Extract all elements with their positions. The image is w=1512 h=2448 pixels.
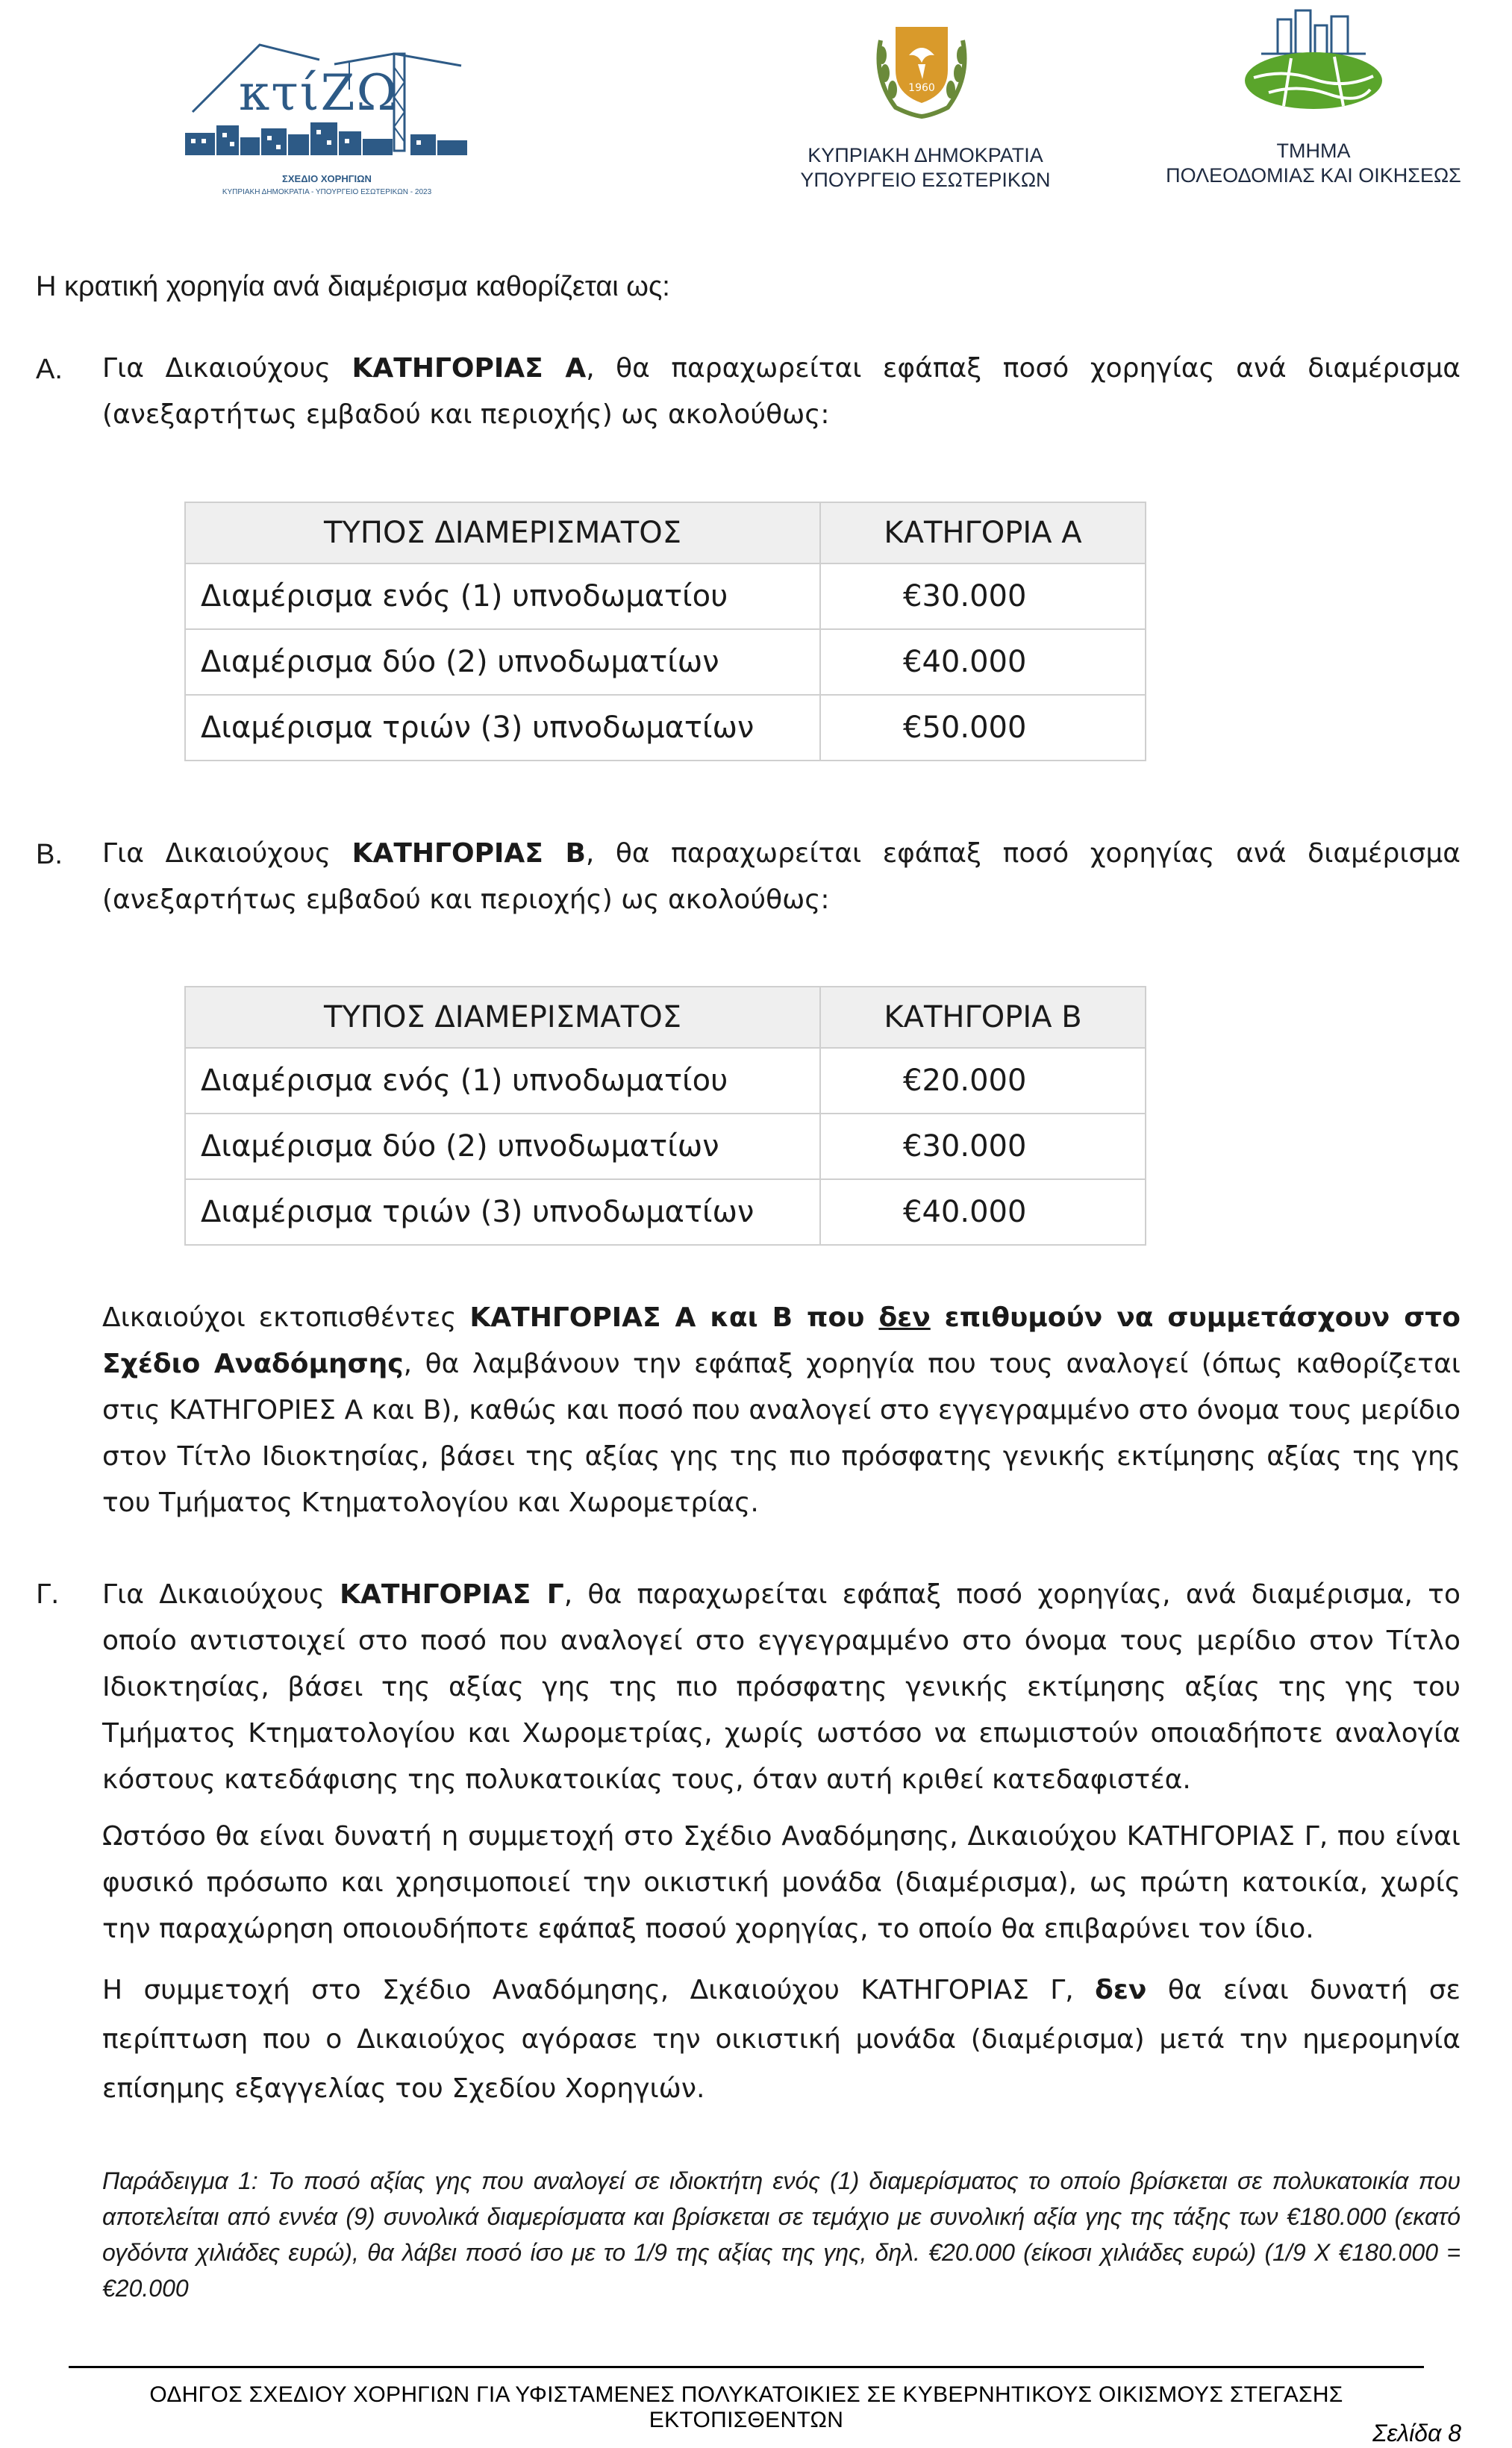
table-header-category: ΚΑΤΗΓΟΡΙΑ Β	[820, 987, 1146, 1048]
gov-name-block	[754, 143, 1097, 193]
table-cell-amount: €40.000	[820, 1179, 1146, 1245]
table-cell-amount: €30.000	[820, 1114, 1146, 1179]
ktizo-subtitle: ΣΧΕΔΙΟ ΧΟΡΗΓΙΩΝ	[282, 173, 372, 184]
emblem-year: 1960	[908, 82, 935, 94]
table-header-type: ΤΥΠΟΣ ΔΙΑΜΕΡΙΣΜΑΤΟΣ	[185, 987, 820, 1048]
dept-name-block	[1134, 139, 1493, 188]
planning-dept-logo-icon	[1239, 6, 1388, 118]
section-a-post: , θα παραχωρείται εφάπαξ ποσό χορηγίας ανά διαμέρισμα (ανεξαρτήτως εμβαδού και περιοχής) ως ακολούθως:	[102, 353, 1461, 430]
displaced-rest: , θα λαμβάνουν την εφάπαξ χορηγία που τους αναλογεί (όπως καθορίζεται στις ΚΑΤΗΓΟΡΙΕΣ Α και Β), καθώς και ποσό που αναλογεί στο εγγεγραμμένο στο όνομα τους μερίδιο στον Τίτλο Ιδιοκτησίας, βάσει της αξίας γης της πιο πρόσφατης γενικής εκτίμησης αξίας της γης του Τμήματος Κτηματολογίου και Χωρομετρίας.	[102, 1349, 1461, 1518]
table-cell-amount: €30.000	[820, 563, 1146, 629]
section-a-pre: Για Δικαιούχους	[102, 353, 352, 384]
ktizo-ministry-line: ΚΥΠΡΙΑΚΗ ΔΗΜΟΚΡΑΤΙΑ - ΥΠΟΥΡΓΕΙΟ ΕΣΩΤΕΡΙΚΩΝ - 2023	[222, 188, 432, 196]
section-a-category: ΚΑΤΗΓΟΡΙΑΣ Α	[352, 353, 587, 384]
displaced-bold-1: ΚΑΤΗΓΟΡΙΑΣ Α και Β που	[469, 1302, 879, 1333]
section-a-text	[102, 346, 1461, 438]
table-header-row	[185, 502, 1146, 563]
table-row	[185, 695, 1146, 761]
page-number: Σελίδα 8	[1372, 2420, 1461, 2447]
section-c-p3-post: θα είναι δυνατή σε περίπτωση που ο Δικαιούχος αγόρασε την οικιστική μονάδα (διαμέρισμα) μετά την ημερομηνία επίσημης εξαγγελίας του Σχεδίου Χορηγιών.	[102, 1975, 1461, 2104]
section-b-text	[102, 831, 1461, 923]
cyprus-coat-of-arms-icon	[866, 10, 978, 122]
section-c-text	[102, 1572, 1461, 1803]
table-category-a	[184, 502, 1146, 761]
section-c-letter: Γ.	[36, 1579, 60, 1610]
table-row	[185, 1179, 1146, 1245]
section-b-letter: Β.	[36, 839, 63, 870]
displaced-underline-not: δεν	[878, 1302, 931, 1333]
table-row	[185, 1048, 1146, 1114]
table-cell-amount: €40.000	[820, 629, 1146, 695]
ktizo-logo	[170, 0, 484, 202]
example-note: Παράδειγμα 1: Το ποσό αξίας γης που αναλογεί σε ιδιοκτήτη ενός (1) διαμερίσματος το οποίο βρίσκεται σε πολυκατοικία που αποτελείται από εννέα (9) συνολικά διαμερίσματα και βρίσκεται σε τεμάχιο με συνολική αξία γης της τάξης των €180.000 (εκατό ογδόντα χιλιάδες ευρώ), θα λάβει ποσό ίσο με το 1/9 της αξίας της γης, δηλ. €20.000 (είκοσι χιλιάδες ευρώ) (1/9 Χ €180.000 = €20.000	[102, 2167, 1461, 2302]
section-b-pre: Για Δικαιούχους	[102, 838, 352, 869]
table-cell-type: Διαμέρισμα ενός (1) υπνοδωματίου	[185, 563, 820, 629]
section-c-p3-not: δεν	[1095, 1975, 1147, 2005]
table-header-category: ΚΑΤΗΓΟΡΙΑ Α	[820, 502, 1146, 563]
gov-name-line1: ΚΥΠΡΙΑΚΗ ΔΗΜΟΚΡΑΤΙΑ	[807, 144, 1043, 166]
gov-name-line2: ΥΠΟΥΡΓΕΙΟ ΕΣΩΤΕΡΙΚΩΝ	[800, 169, 1051, 191]
table-row	[185, 629, 1146, 695]
ktizo-wordmark: κτίΖΩ	[239, 64, 399, 122]
footer-divider	[69, 2366, 1424, 2368]
footer-title: ΟΔΗΓΟΣ ΣΧΕΔΙΟΥ ΧΟΡΗΓΙΩΝ ΓΙΑ ΥΦΙΣΤΑΜΕΝΕΣ ΠΟΛΥΚΑΤΟΙΚΙΕΣ ΣΕ ΚΥΒΕΡΝΗΤΙΚΟΥΣ ΟΙΚΙΣΜΟΥΣ ΣΤΕΓΑΣΗΣ ΕΚΤΟΠΙΣΘΕΝΤΩΝ	[149, 2382, 1343, 2432]
table-row	[185, 1114, 1146, 1179]
section-c-pre: Για Δικαιούχους	[102, 1579, 340, 1610]
section-c-paragraph-3	[102, 1966, 1461, 2114]
cyprus-emblem	[866, 10, 978, 122]
intro-text: Η κρατική χορηγία ανά διαμέρισμα καθορίζεται ως:	[36, 271, 670, 302]
table-cell-type: Διαμέρισμα τριών (3) υπνοδωματίων	[185, 695, 820, 761]
section-a-letter: Α.	[36, 354, 63, 385]
displaced-paragraph	[102, 1295, 1461, 1526]
table-row	[185, 563, 1146, 629]
table-header-type: ΤΥΠΟΣ ΔΙΑΜΕΡΙΣΜΑΤΟΣ	[185, 502, 820, 563]
table-cell-type: Διαμέρισμα τριών (3) υπνοδωματίων	[185, 1179, 820, 1245]
dept-logo	[1239, 6, 1388, 118]
displaced-intro: Δικαιούχοι εκτοπισθέντες	[102, 1302, 470, 1333]
table-cell-amount: €50.000	[820, 695, 1146, 761]
dept-name-line1: ΤΜΗΜΑ	[1276, 140, 1351, 162]
table-cell-type: Διαμέρισμα ενός (1) υπνοδωματίου	[185, 1048, 820, 1114]
table-cell-type: Διαμέρισμα δύο (2) υπνοδωματίων	[185, 629, 820, 695]
section-b-category: ΚΑΤΗΓΟΡΙΑΣ Β	[352, 838, 586, 869]
section-c-p3-pre: Η συμμετοχή στο Σχέδιο Αναδόμησης, Δικαιούχου ΚΑΤΗΓΟΡΙΑΣ Γ,	[102, 1975, 1096, 2005]
section-c-category: ΚΑΤΗΓΟΡΙΑΣ Γ	[340, 1579, 564, 1610]
displaced-bold-2: επιθυμούν να συμμετάσχουν στο Σχέδιο Αναδόμησης	[102, 1302, 1461, 1379]
table-cell-type: Διαμέρισμα δύο (2) υπνοδωματίων	[185, 1114, 820, 1179]
section-c-paragraph-2: Ωστόσο θα είναι δυνατή η συμμετοχή στο Σχέδιο Αναδόμησης, Δικαιούχου ΚΑΤΗΓΟΡΙΑΣ Γ, που είναι φυσικό πρόσωπο και χρησιμοποιεί την οικιστική μονάδα (διαμέρισμα), ως πρώτη κατοικία, χωρίς την παραχώρηση οποιουδήποτε εφάπαξ ποσού χορηγίας, το οποίο θα επιβαρύνει τον ίδιο.	[102, 1821, 1461, 1944]
dept-name-line2: ΠΟΛΕΟΔΟΜΙΑΣ ΚΑΙ ΟΙΚΗΣΕΩΣ	[1166, 164, 1461, 187]
section-b-post: , θα παραχωρείται εφάπαξ ποσό χορηγίας ανά διαμέρισμα (ανεξαρτήτως εμβαδού και περιοχής) ως ακολούθως:	[102, 838, 1461, 915]
table-header-row	[185, 987, 1146, 1048]
table-cell-amount: €20.000	[820, 1048, 1146, 1114]
table-category-b	[184, 986, 1146, 1246]
section-c-post: , θα παραχωρείται εφάπαξ ποσό χορηγίας, ανά διαμέρισμα, το οποίο αντιστοιχεί στο ποσό που αναλογεί στο εγγεγραμμένο στο όνομα τους μερίδιο στον Τίτλο Ιδιοκτησίας, βάσει της αξίας γης της πιο πρόσφατης γενικής εκτίμησης αξίας της γης του Τμήματος Κτηματολογίου και Χωρομετρίας, χωρίς ωστόσο να επωμιστούν οποιαδήποτε αναλογία κόστους κατεδάφισης της πολυκατοικίας τους, όταν αυτή κριθεί κατεδαφιστέα.	[102, 1579, 1461, 1795]
